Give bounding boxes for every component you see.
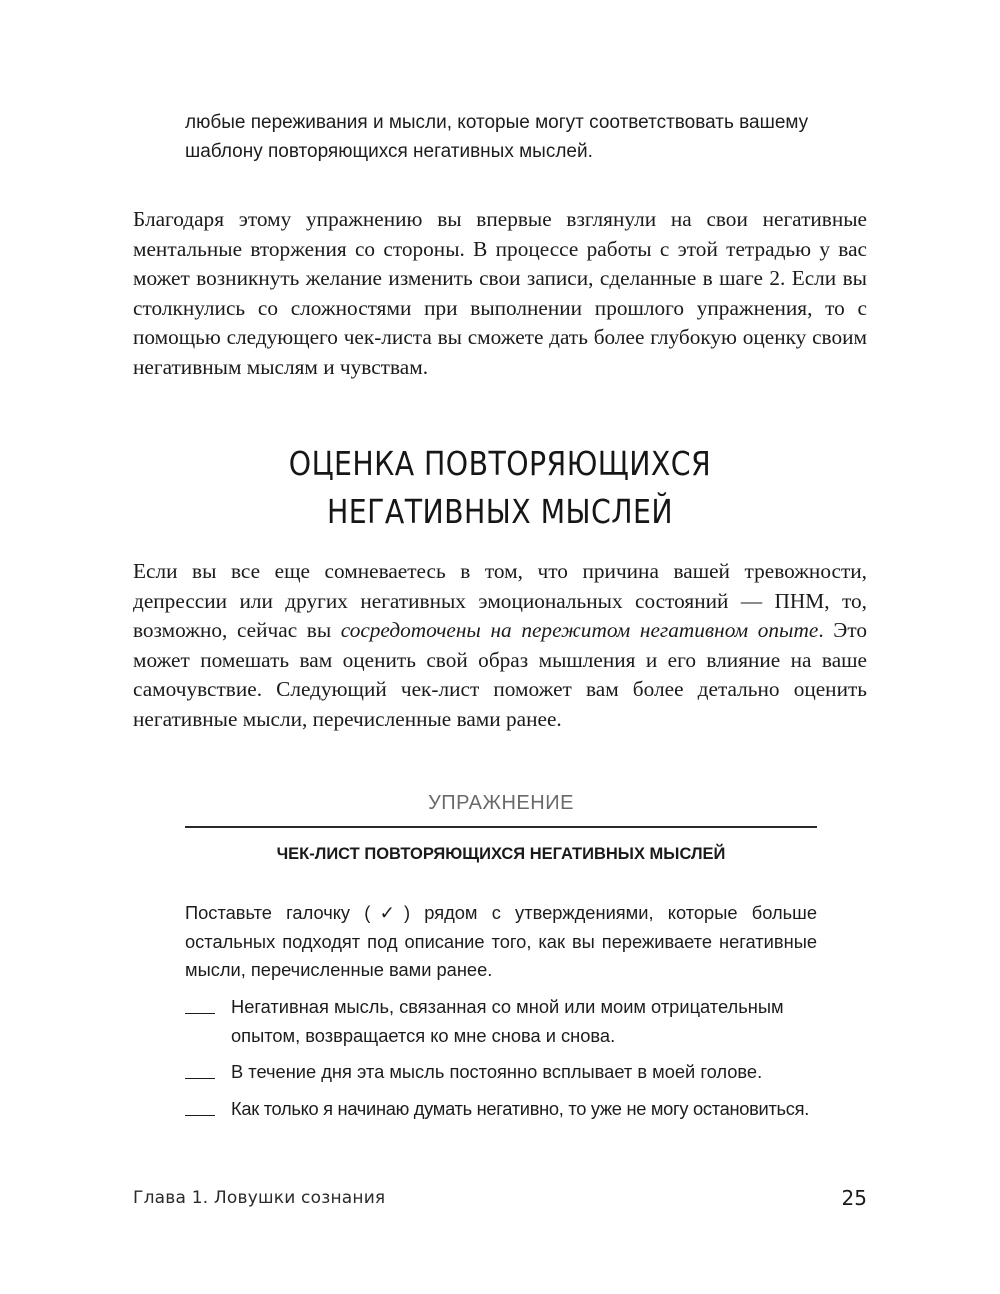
checklist-item: [185, 1058, 825, 1087]
checkmark-blank: [185, 1078, 215, 1079]
checklist: [185, 993, 825, 1131]
checkmark-blank: [185, 1115, 215, 1116]
intro-continuation-text: любые переживания и мысли, которые могут соответствовать вашему шаблону повторяющихся негативных мыслей.: [185, 112, 809, 162]
section-heading-line-1: ОЦЕНКА ПОВТОРЯЮЩИХСЯ: [288, 444, 712, 483]
page-number: 25: [841, 1186, 867, 1210]
exercise-title: ЧЕК-ЛИСТ ПОВТОРЯЮЩИХСЯ НЕГАТИВНЫХ МЫСЛЕЙ: [276, 845, 726, 863]
paragraph-2-emphasis: сосредоточены на пережитом негативном опыте: [340, 618, 819, 642]
checklist-item: [185, 993, 825, 1050]
checklist-item-text: Как только я начинаю думать негативно, то уже не могу остановиться.: [231, 1097, 809, 1119]
checklist-item: [185, 1095, 825, 1124]
exercise-label: УПРАЖНЕНИЕ: [428, 792, 574, 814]
exercise-divider: [185, 826, 817, 828]
checkmark-blank: [185, 1013, 215, 1014]
body-paragraph-2: [133, 557, 867, 734]
exercise-instructions: Поставьте галочку (✓) рядом с утверждениями, которые больше остальных подходят под описание того, как вы переживаете негативные мысли, перечисленные вами ранее.: [185, 902, 817, 980]
checklist-item-text: В течение дня эта мысль постоянно всплывает в моей голове.: [231, 1061, 763, 1082]
paragraph-2-tail: . Это может помешать вам оценить свой образ мышления и его влияние на ваше самочувствие. Следующий чек-лист поможет вам более детально оценить негативные мысли, перечисленные вами ранее.: [133, 618, 867, 731]
checklist-item-text: Негативная мысль, связанная со мной или моим отрицательным опытом, возвращается ко мне снова и снова.: [231, 996, 784, 1046]
section-heading: [156, 440, 844, 536]
paragraph-2-lead: Если вы все еще сомневаетесь в том, что причина вашей тревожности, депрессии или других негативных эмоциональных состояний — ПНМ, то, возможно, сейчас вы: [133, 559, 867, 642]
running-footer-chapter: Глава 1. Ловушки сознания: [133, 1188, 386, 1208]
body-paragraph-1: Благодаря этому упражнению вы впервые взглянули на свои негативные ментальные вторжения со стороны. В процессе работы с этой тетрадью у вас может возникнуть желание изменить свои записи, сделанные в шаге 2. Если вы столкнулись со сложностями при выполнении прошлого упражнения, то с помощью следующего чек-листа вы сможете дать более глубокую оценку своим негативным мыслям и чувствам.: [133, 207, 867, 379]
section-heading-line-2: НЕГАТИВНЫХ МЫСЛЕЙ: [326, 492, 674, 531]
